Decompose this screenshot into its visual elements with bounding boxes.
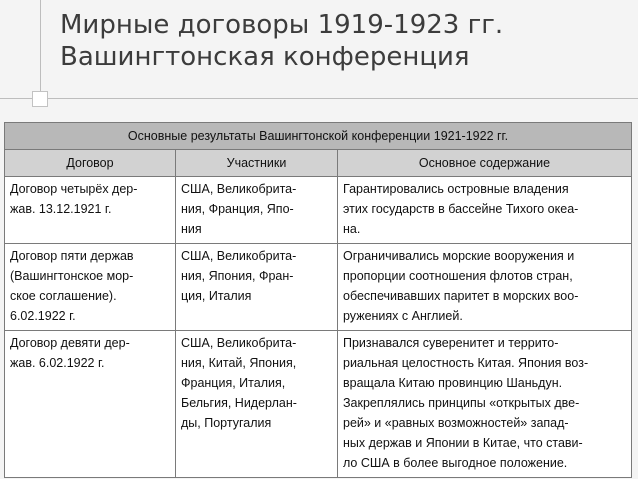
page-title <box>60 9 503 73</box>
cell-line: жав. 13.12.1921 г. <box>10 202 112 216</box>
cell-line: (Вашингтонское мор- <box>10 269 134 283</box>
cell-line: 6.02.1922 г. <box>10 309 76 323</box>
cell-line: США, Великобрита- <box>181 182 297 196</box>
cell-participants <box>175 331 337 477</box>
cell-line: ния, Франция, Япо- <box>181 202 294 216</box>
cell-content <box>337 331 631 477</box>
header-treaty: Договор <box>66 156 114 170</box>
cell-line: ния, Япония, Фран- <box>181 269 294 283</box>
title-divider <box>0 98 638 99</box>
title-line-1: Мирные договоры 1919-1923 гг. <box>60 10 504 40</box>
cell-line: ных держав и Японии в Китае, что стави- <box>343 436 583 450</box>
cell-line: Ограничивались морские вооружения и <box>343 249 575 263</box>
cell-line: Франция, Италия, <box>181 376 286 390</box>
cell-line: ция, Италия <box>181 289 252 303</box>
cell-treaty <box>5 244 175 330</box>
cell-treaty <box>5 331 175 477</box>
cell-participants <box>175 177 337 243</box>
cell-line: жав. 6.02.1922 г. <box>10 356 105 370</box>
table-caption: Основные результаты Вашингтонской конференции 1921-1922 гг. <box>5 123 631 150</box>
cell-line: США, Великобрита- <box>181 249 297 263</box>
cell-line: Договор пяти держав <box>10 249 134 263</box>
header-content: Основное содержание <box>337 150 631 176</box>
cell-content <box>337 177 631 243</box>
cell-line: ды, Португалия <box>181 416 272 430</box>
table-body <box>5 177 631 477</box>
cell-line: рей» и «равных возможностей» запад- <box>343 416 569 430</box>
cell-line: Закреплялись принципы «открытых две- <box>343 396 580 410</box>
cell-line: ния <box>181 222 202 236</box>
header-participants: Участники <box>175 150 337 176</box>
title-line-2: Вашингтонская конференция <box>60 42 470 72</box>
table-header-row <box>5 150 631 177</box>
cell-line: Договор девяти дер- <box>10 336 130 350</box>
title-accent-square <box>32 91 48 107</box>
cell-line: этих государств в бассейне Тихого океа- <box>343 202 579 216</box>
cell-line: ское соглашение). <box>10 289 117 303</box>
cell-line: ния, Китай, Япония, <box>181 356 297 370</box>
cell-line: Гарантировались островные владения <box>343 182 569 196</box>
cell-line: риальная целостность Китая. Япония воз- <box>343 356 589 370</box>
cell-line: Бельгия, Нидерлан- <box>181 396 297 410</box>
table-row <box>5 177 631 244</box>
cell-line: Договор четырёх дер- <box>10 182 138 196</box>
cell-line: Признавался суверенитет и террито- <box>343 336 559 350</box>
cell-line: обеспечивавших паритет в морских воо- <box>343 289 579 303</box>
cell-treaty <box>5 177 175 243</box>
cell-line: пропорции соотношения флотов стран, <box>343 269 573 283</box>
cell-line: США, Великобрита- <box>181 336 297 350</box>
cell-line: ружениях с Англией. <box>343 309 463 323</box>
cell-participants <box>175 244 337 330</box>
title-accent-line <box>40 0 41 104</box>
cell-line: вращала Китаю провинцию Шаньдун. <box>343 376 563 390</box>
table-row <box>5 244 631 331</box>
table-row <box>5 331 631 477</box>
cell-content <box>337 244 631 330</box>
cell-line: ло США в более выгодное положение. <box>343 456 568 470</box>
cell-line: на. <box>343 222 361 236</box>
results-table <box>4 122 632 478</box>
